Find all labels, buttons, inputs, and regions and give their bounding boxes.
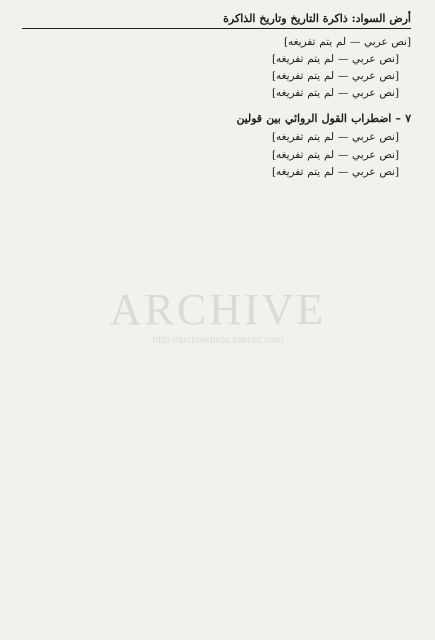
section-heading: ٧ – اضطراب القول الروائي بين قولين xyxy=(236,112,411,126)
paragraph: [نص عربي — لم يتم تفريغه] xyxy=(272,131,399,144)
archive-watermark xyxy=(96,284,340,348)
paragraph: [نص عربي — لم يتم تفريغه] xyxy=(272,165,399,178)
running-header-title: أرض السواد: ذاكرة التاريخ وتاريخ الذاكرة xyxy=(223,12,411,25)
paragraph: [نص عربي — لم يتم تفريغه] xyxy=(284,36,411,48)
paragraph: [نص عربي — لم يتم تفريغه] xyxy=(272,87,399,100)
watermark-text: ARCHIVE xyxy=(109,285,327,334)
body-text xyxy=(22,35,411,180)
paragraph: [نص عربي — لم يتم تفريغه] xyxy=(272,53,399,66)
paragraph: [نص عربي — لم يتم تفريغه] xyxy=(272,148,399,161)
watermark-subtext: http://archivebeta.sakhrit.com xyxy=(152,335,284,346)
paragraph: [نص عربي — لم يتم تفريغه] xyxy=(272,70,399,83)
running-header xyxy=(22,12,411,29)
